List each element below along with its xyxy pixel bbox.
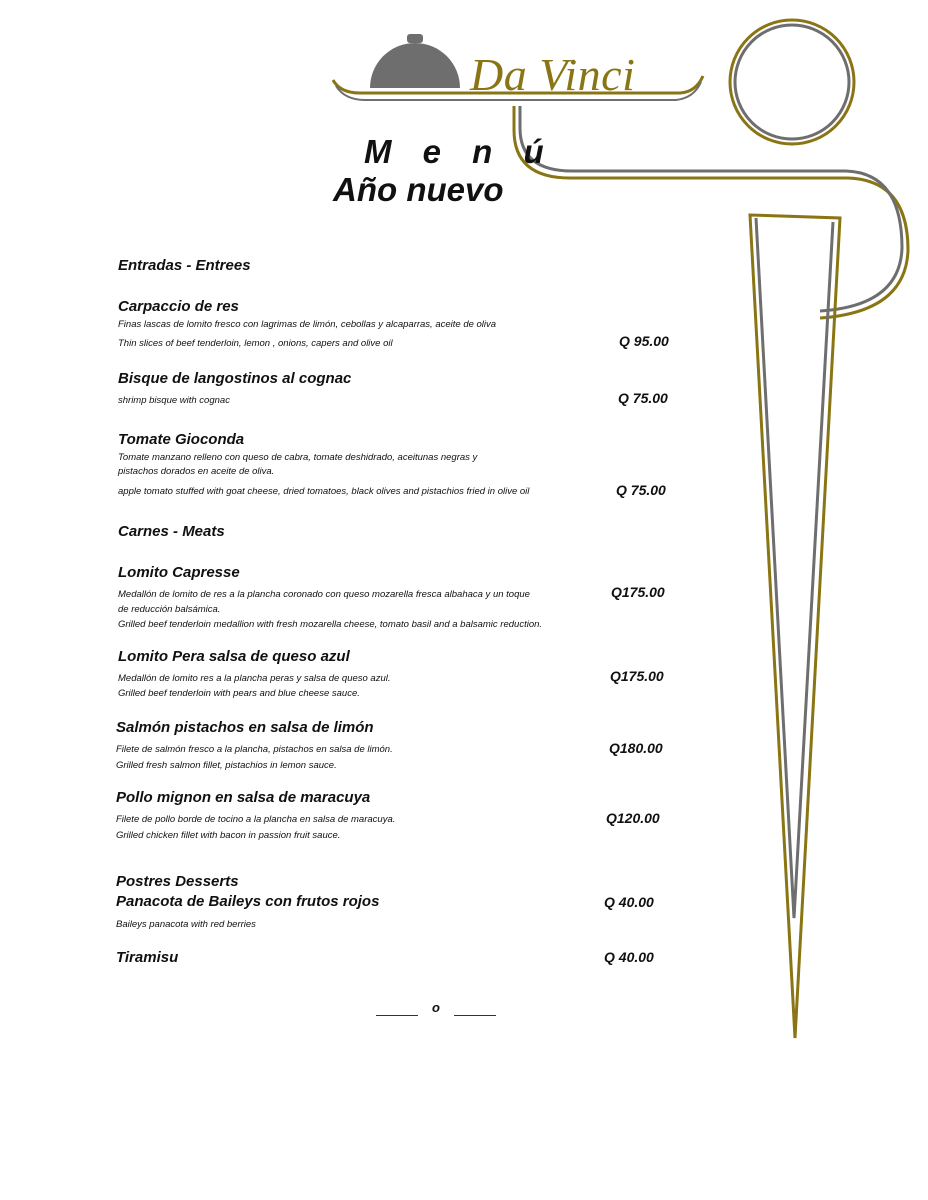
dish-price: Q175.00 bbox=[610, 668, 664, 684]
dish-desc-en: shrimp bisque with cognac bbox=[118, 395, 230, 406]
dish-desc-en: apple tomato stuffed with goat cheese, dried tomatoes, black olives and pistachios fried in olive oil bbox=[118, 486, 530, 497]
dish-desc-en: Thin slices of beef tenderloin, lemon , onions, capers and olive oil bbox=[118, 338, 393, 349]
dish-desc-es: Tomate manzano relleno con queso de cabra, tomate deshidrado, aceitunas negras y bbox=[118, 452, 478, 463]
dish-price: Q 75.00 bbox=[616, 482, 666, 498]
dish-name: Panacota de Baileys con frutos rojos bbox=[116, 893, 380, 910]
dish-name: Tomate Gioconda bbox=[118, 431, 245, 448]
dish-price: Q 40.00 bbox=[604, 949, 654, 965]
brand-name: Da Vinci bbox=[470, 49, 636, 100]
dish-name: Bisque de langostinos al cognac bbox=[118, 370, 352, 387]
dish-desc-en: Grilled fresh salmon fillet, pistachios in lemon sauce. bbox=[116, 760, 337, 771]
dish-desc-en: Grilled beef tenderloin medallion with fresh mozarella cheese, tomato basil and a balsamic reduction. bbox=[118, 619, 543, 630]
dish-name: Lomito Pera salsa de queso azul bbox=[118, 648, 350, 665]
logo-circle bbox=[730, 20, 854, 144]
dish-desc-es: Filete de salmón fresco a la plancha, pistachos en salsa de limón. bbox=[116, 744, 393, 755]
dish-price: Q120.00 bbox=[606, 810, 660, 826]
dish-desc-en: Grilled chicken fillet with bacon in passion fruit sauce. bbox=[116, 830, 341, 841]
dish-name: Carpaccio de res bbox=[118, 298, 239, 315]
section-entrees: Entradas - Entrees bbox=[118, 257, 251, 274]
dish-name: Pollo mignon en salsa de maracuya bbox=[116, 789, 371, 806]
dish-price: Q 95.00 bbox=[619, 333, 669, 349]
logo-spike bbox=[750, 215, 840, 1038]
dish-desc-es: de reducción balsámica. bbox=[118, 604, 221, 615]
dish-price: Q180.00 bbox=[609, 740, 663, 756]
dish-desc-es: pistachos dorados en aceite de oliva. bbox=[118, 466, 275, 477]
separator-mark: o bbox=[432, 1000, 440, 1015]
section-desserts: Postres Desserts bbox=[116, 873, 239, 890]
cloche-icon bbox=[370, 34, 460, 88]
dish-desc-es: Finas lascas de lomito fresco con lagrimas de limón, cebollas y alcaparras, aceite de oliva bbox=[118, 319, 497, 330]
dish-desc-es: Medallón de lomito de res a la plancha coronado con queso mozarella fresca albahaca y un toque bbox=[118, 589, 530, 600]
dish-desc-es: Medallón de lomito res a la plancha peras y salsa de queso azul. bbox=[118, 673, 391, 684]
dish-price: Q175.00 bbox=[611, 584, 665, 600]
menu-subtitle: Año nuevo bbox=[333, 171, 504, 208]
dish-desc-en: Baileys panacota with red berries bbox=[116, 919, 256, 930]
separator-line bbox=[454, 1015, 496, 1016]
logo-curve bbox=[514, 106, 908, 318]
dish-name: Salmón pistachos en salsa de limón bbox=[116, 719, 374, 736]
menu-title: M e n ú bbox=[364, 133, 555, 170]
dish-name: Tiramisu bbox=[116, 949, 179, 966]
separator-line bbox=[376, 1015, 418, 1016]
section-meats: Carnes - Meats bbox=[118, 523, 225, 540]
dish-price: Q 40.00 bbox=[604, 894, 654, 910]
dish-desc-es: Filete de pollo borde de tocino a la plancha en salsa de maracuya. bbox=[116, 814, 396, 825]
dish-name: Lomito Capresse bbox=[118, 564, 240, 581]
dish-price: Q 75.00 bbox=[618, 390, 668, 406]
dish-desc-en: Grilled beef tenderloin with pears and blue cheese sauce. bbox=[118, 688, 360, 699]
